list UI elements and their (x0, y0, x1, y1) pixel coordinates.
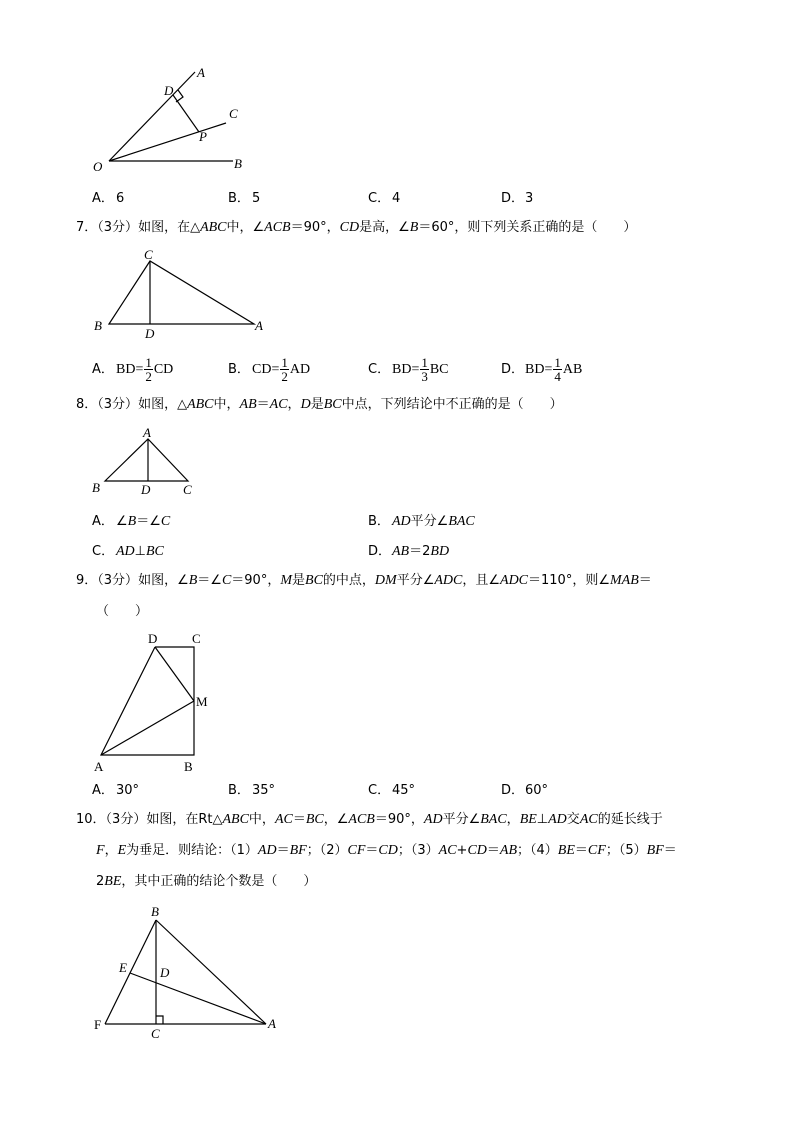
point-label-D: D (148, 631, 158, 646)
q7-option-b[interactable]: B． CD= $\frac{1}{2}$ AD (228, 355, 311, 384)
q10-stem-line2: F，E为垂足．则结论：（1）AD＝BF；（2）CF＝CD；（3）AC+CD＝AB；（4）BE＝CF；（5）BF＝ (96, 843, 677, 858)
point-label-C: C (192, 631, 201, 646)
q9-stem-line2: （ ） (96, 604, 149, 619)
point-label-B: B (184, 759, 193, 774)
point-label-O: O (93, 159, 103, 174)
point-label-C: C (229, 106, 238, 121)
point-label-A: A (255, 318, 263, 333)
q9-stem: 9．（3分）如图，∠B＝∠C＝90°，M是BC的中点，DM平分∠ADC，且∠ADC＝110°，则∠MAB＝ (76, 573, 652, 588)
point-label-B: B (151, 904, 159, 919)
point-label-B: B (94, 318, 102, 333)
point-label-E: E (119, 960, 127, 975)
point-label-A: A (94, 759, 104, 774)
point-label-C: C (151, 1026, 160, 1041)
q6-option-c[interactable]: C． 4 (368, 191, 401, 206)
point-label-D: D (160, 965, 170, 980)
q10-figure (88, 900, 288, 1045)
q9-figure (88, 628, 228, 778)
q7-option-d[interactable]: D．BD= $\frac{1}{4}$ AB (501, 355, 583, 384)
point-label-D: D (145, 326, 155, 341)
q8-option-a[interactable]: A． ∠B＝∠C (92, 514, 171, 529)
point-label-A: A (268, 1016, 276, 1031)
q9-option-a[interactable]: A． 30° (92, 783, 140, 798)
q8-options-row2 (92, 540, 732, 562)
triangle-ABC (109, 261, 254, 324)
triangle-ABC (105, 439, 188, 481)
point-label-F: F (94, 1017, 102, 1032)
q9-option-d[interactable]: D．60° (501, 783, 549, 798)
segment-EA (130, 973, 266, 1024)
q6-option-d[interactable]: D．3 (501, 191, 534, 206)
q8-options-row1 (92, 510, 732, 532)
q8-figure (88, 424, 208, 498)
q7-figure (88, 248, 273, 340)
right-angle-mark (156, 1016, 163, 1024)
q8-stem: 8．（3分）如图，△ABC中，AB＝AC，D是BC中点，下列结论中不正确的是（ ） (76, 397, 563, 412)
point-label-A: A (197, 65, 205, 80)
q8-option-c[interactable]: C． AD⊥BC (92, 544, 164, 559)
point-label-P: P (199, 129, 207, 144)
segment-BA (156, 920, 266, 1024)
q7-stem: 7．（3分）如图，在△ABC中，∠ACB＝90°，CD是高，∠B＝60°，则下列关系正确的是（ ） (76, 220, 637, 235)
point-label-D: D (141, 482, 151, 497)
q10-stem-line3: 2BE，其中正确的结论个数是（ ） (96, 874, 317, 889)
q6-option-a[interactable]: A． 6 (92, 191, 125, 206)
q7-option-c[interactable]: C． BD= $\frac{1}{3}$ BC (368, 355, 449, 384)
quadrilateral-ABCD (101, 647, 194, 755)
q6-figure (88, 60, 258, 180)
q9-options (92, 779, 732, 801)
segment-FB (105, 920, 156, 1024)
point-label-D: D (164, 83, 174, 98)
q8-option-b[interactable]: B． AD平分∠BAC (368, 514, 475, 529)
point-label-C: C (144, 247, 153, 262)
q7-option-a[interactable]: A． BD= $\frac{1}{2}$ CD (92, 355, 174, 384)
q6-options (92, 187, 732, 209)
q7-options (92, 355, 732, 384)
q9-option-c[interactable]: C． 45° (368, 783, 416, 798)
q8-option-d[interactable]: D．AB＝2BD (368, 544, 450, 559)
q10-stem-line1: 10．（3分）如图，在Rt△ABC中，AC＝BC，∠ACB＝90°，AD平分∠BAC，BE⊥AD交AC的延长线于 (76, 812, 663, 827)
point-label-B: B (234, 156, 242, 171)
q6-option-b[interactable]: B． 5 (228, 191, 261, 206)
point-label-B: B (92, 480, 100, 495)
q9-option-b[interactable]: B． 35° (228, 783, 276, 798)
point-label-A: A (143, 425, 151, 440)
segment-DM (155, 647, 194, 701)
point-label-M: M (196, 694, 208, 709)
segment-DP (173, 95, 199, 132)
point-label-C: C (183, 482, 192, 497)
